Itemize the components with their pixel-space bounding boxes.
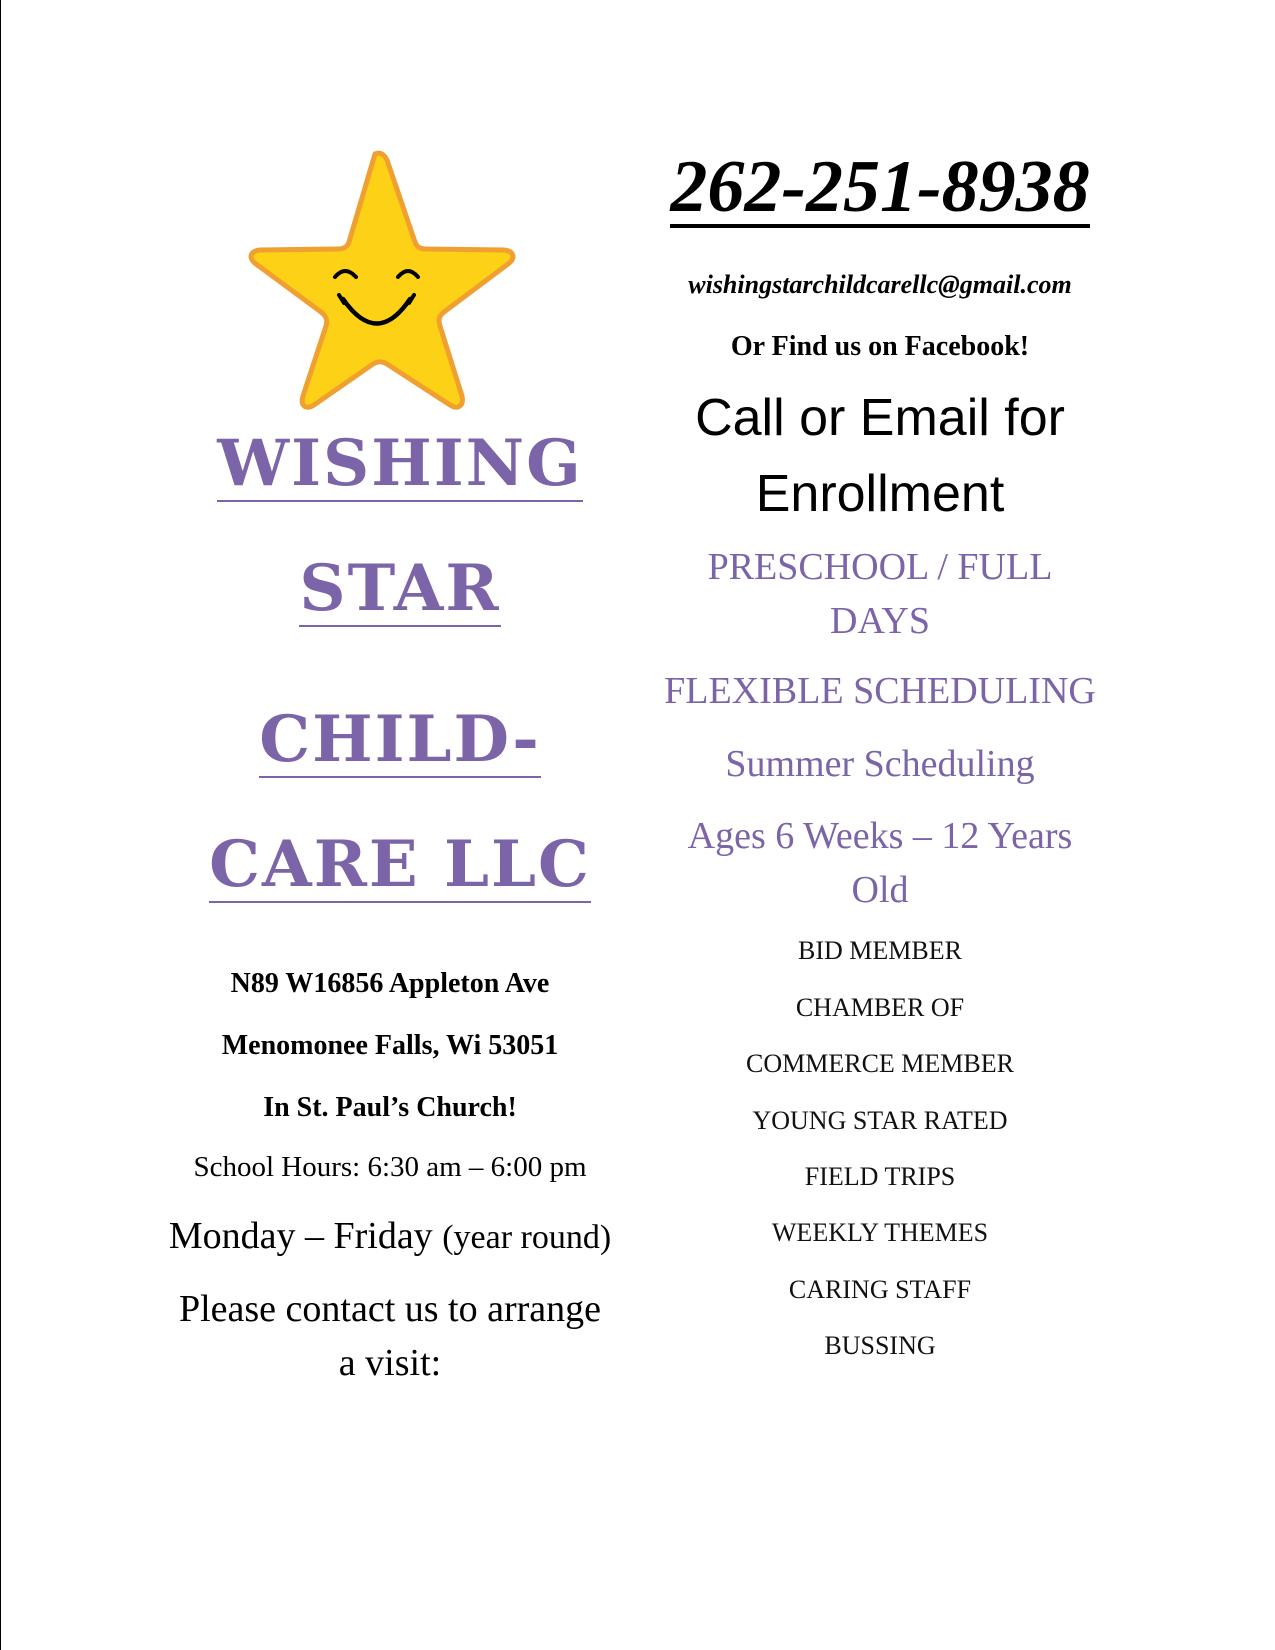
age-range-line-2: Old [851,869,909,911]
age-range-line-1: Ages 6 Weeks – 12 Years [687,815,1073,857]
program-offering [600,540,1160,648]
address-city: Menomonee Falls, Wi 53051 [221,1030,559,1061]
location-note: In St. Paul’s Church! [263,1092,517,1123]
page-left-border [0,0,1,1650]
age-range [600,809,1160,917]
business-name-line-1: WISHING [217,426,583,501]
smiling-star-icon [240,150,520,430]
feature-item: CHAMBER OF [795,993,965,1022]
program-line-1: PRESCHOOL / FULL [707,546,1053,588]
school-hours: School Hours: 6:30 am – 6:00 pm [193,1151,587,1183]
summer-scheduling: Summer Scheduling [725,743,1035,785]
facebook-note: Or Find us on Facebook! [730,331,1030,362]
feature-item: BID MEMBER [798,936,962,965]
address-street: N89 W16856 Appleton Ave [230,968,550,999]
school-days [100,1217,680,1255]
feature-item: YOUNG STAR RATED [752,1106,1008,1135]
days-range: Monday – Friday [168,1215,433,1257]
days-note: (year round) [442,1219,612,1256]
phone-number: 262-251-8938 [670,146,1090,228]
business-name-line-4: CARE LLC [209,827,591,902]
feature-item: FIELD TRIPS [804,1162,956,1191]
program-line-2: DAYS [830,600,930,642]
feature-item: WEEKLY THEMES [771,1218,989,1247]
feature-item: BUSSING [824,1331,936,1360]
business-name-line-2: STAR [299,551,501,626]
feature-item: COMMERCE MEMBER [746,1049,1014,1078]
enrollment-heading [620,380,1140,532]
business-name-line-3: CHILD- [259,702,541,777]
feature-item: CARING STAFF [788,1275,972,1304]
enrollment-line-2: Enrollment [755,465,1005,523]
contact-line-1: Please contact us to arrange [178,1288,602,1330]
email-address: wishingstarchildcarellc@gmail.com [688,270,1072,299]
flexible-scheduling: FLEXIBLE SCHEDULING [664,670,1096,712]
contact-line-2: a visit: [338,1342,442,1384]
enrollment-line-1: Call or Email for [695,389,1065,447]
contact-text [130,1282,650,1390]
